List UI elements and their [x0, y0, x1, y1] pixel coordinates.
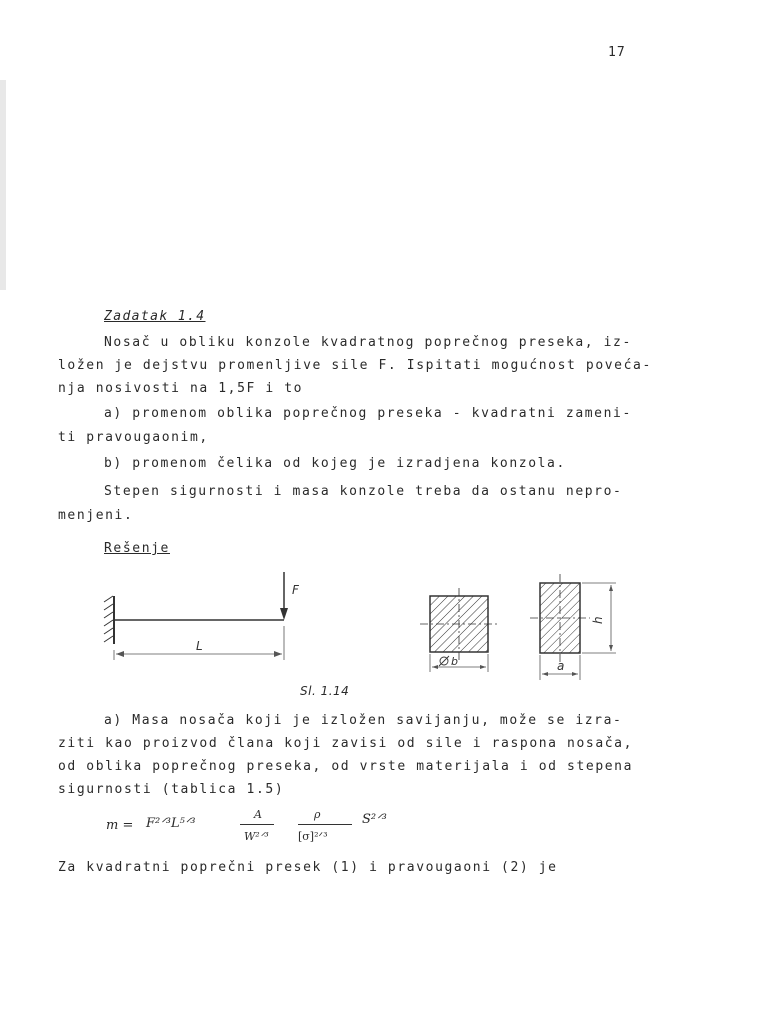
rect-height-label: h [591, 616, 605, 624]
wall-support [104, 596, 114, 644]
formula-fraction1-bar [240, 824, 274, 825]
formula-fraction2-numerator: ρ [314, 808, 321, 821]
formula-force-length-term: F²ᐟ³L⁵ᐟ³ [146, 816, 196, 831]
force-arrow [280, 572, 288, 620]
paragraph-line: nja nosivosti na 1,5F i to [58, 381, 304, 396]
solution-line: od oblika poprečnog preseka, od vrste materijala i od stepena [58, 759, 634, 774]
square-cross-section [420, 588, 498, 672]
formula-lhs: m = [106, 818, 134, 833]
formula-fraction1-denominator: W²ᐟ³ [244, 830, 269, 843]
formula-fraction2-denominator: [σ]²ᐟ³ [298, 830, 328, 843]
paragraph-line: Nosač u obliku konzole kvadratnog poprečnog preseka, iz- [104, 335, 632, 350]
solution-line: ziti kao proizvod člana koji zavisi od sile i raspona nosača, [58, 736, 634, 751]
closing-line: Za kvadratni poprečni presek (1) i pravougaoni (2) je [58, 860, 558, 875]
paragraph-line: ti pravougaonim, [58, 430, 209, 445]
paragraph-line: a) promenom oblika poprečnog preseka - kvadratni zameni- [104, 406, 632, 421]
paragraph-line: b) promenom čelika od kojeg je izradjena konzola. [104, 456, 566, 471]
formula-fraction1-numerator: A [254, 808, 262, 821]
rectangular-cross-section [530, 574, 616, 680]
solution-heading: Rešenje [104, 541, 170, 556]
page-number: 17 [608, 45, 626, 60]
rect-width-label: a [557, 659, 565, 673]
paragraph-line: menjeni. [58, 508, 134, 523]
solution-line: a) Masa nosača koji je izložen savijanju, može se izra- [104, 713, 623, 728]
square-dim-label: b [451, 655, 458, 668]
solution-line: sigurnosti (tablica 1.5) [58, 782, 285, 797]
paragraph-line: ložen je dejstvu promenljive sile F. Ispitati mogućnost poveća- [58, 358, 652, 373]
length-label: L [196, 639, 203, 653]
task-heading: Zadatak 1.4 [104, 309, 206, 324]
formula-safety-term: S²ᐟ³ [362, 812, 387, 827]
figure-caption: Sl. 1.14 [300, 684, 350, 698]
force-label: F [292, 583, 299, 597]
formula-fraction2-bar [298, 824, 352, 825]
paragraph-line: Stepen sigurnosti i masa konzole treba da ostanu nepro- [104, 484, 623, 499]
